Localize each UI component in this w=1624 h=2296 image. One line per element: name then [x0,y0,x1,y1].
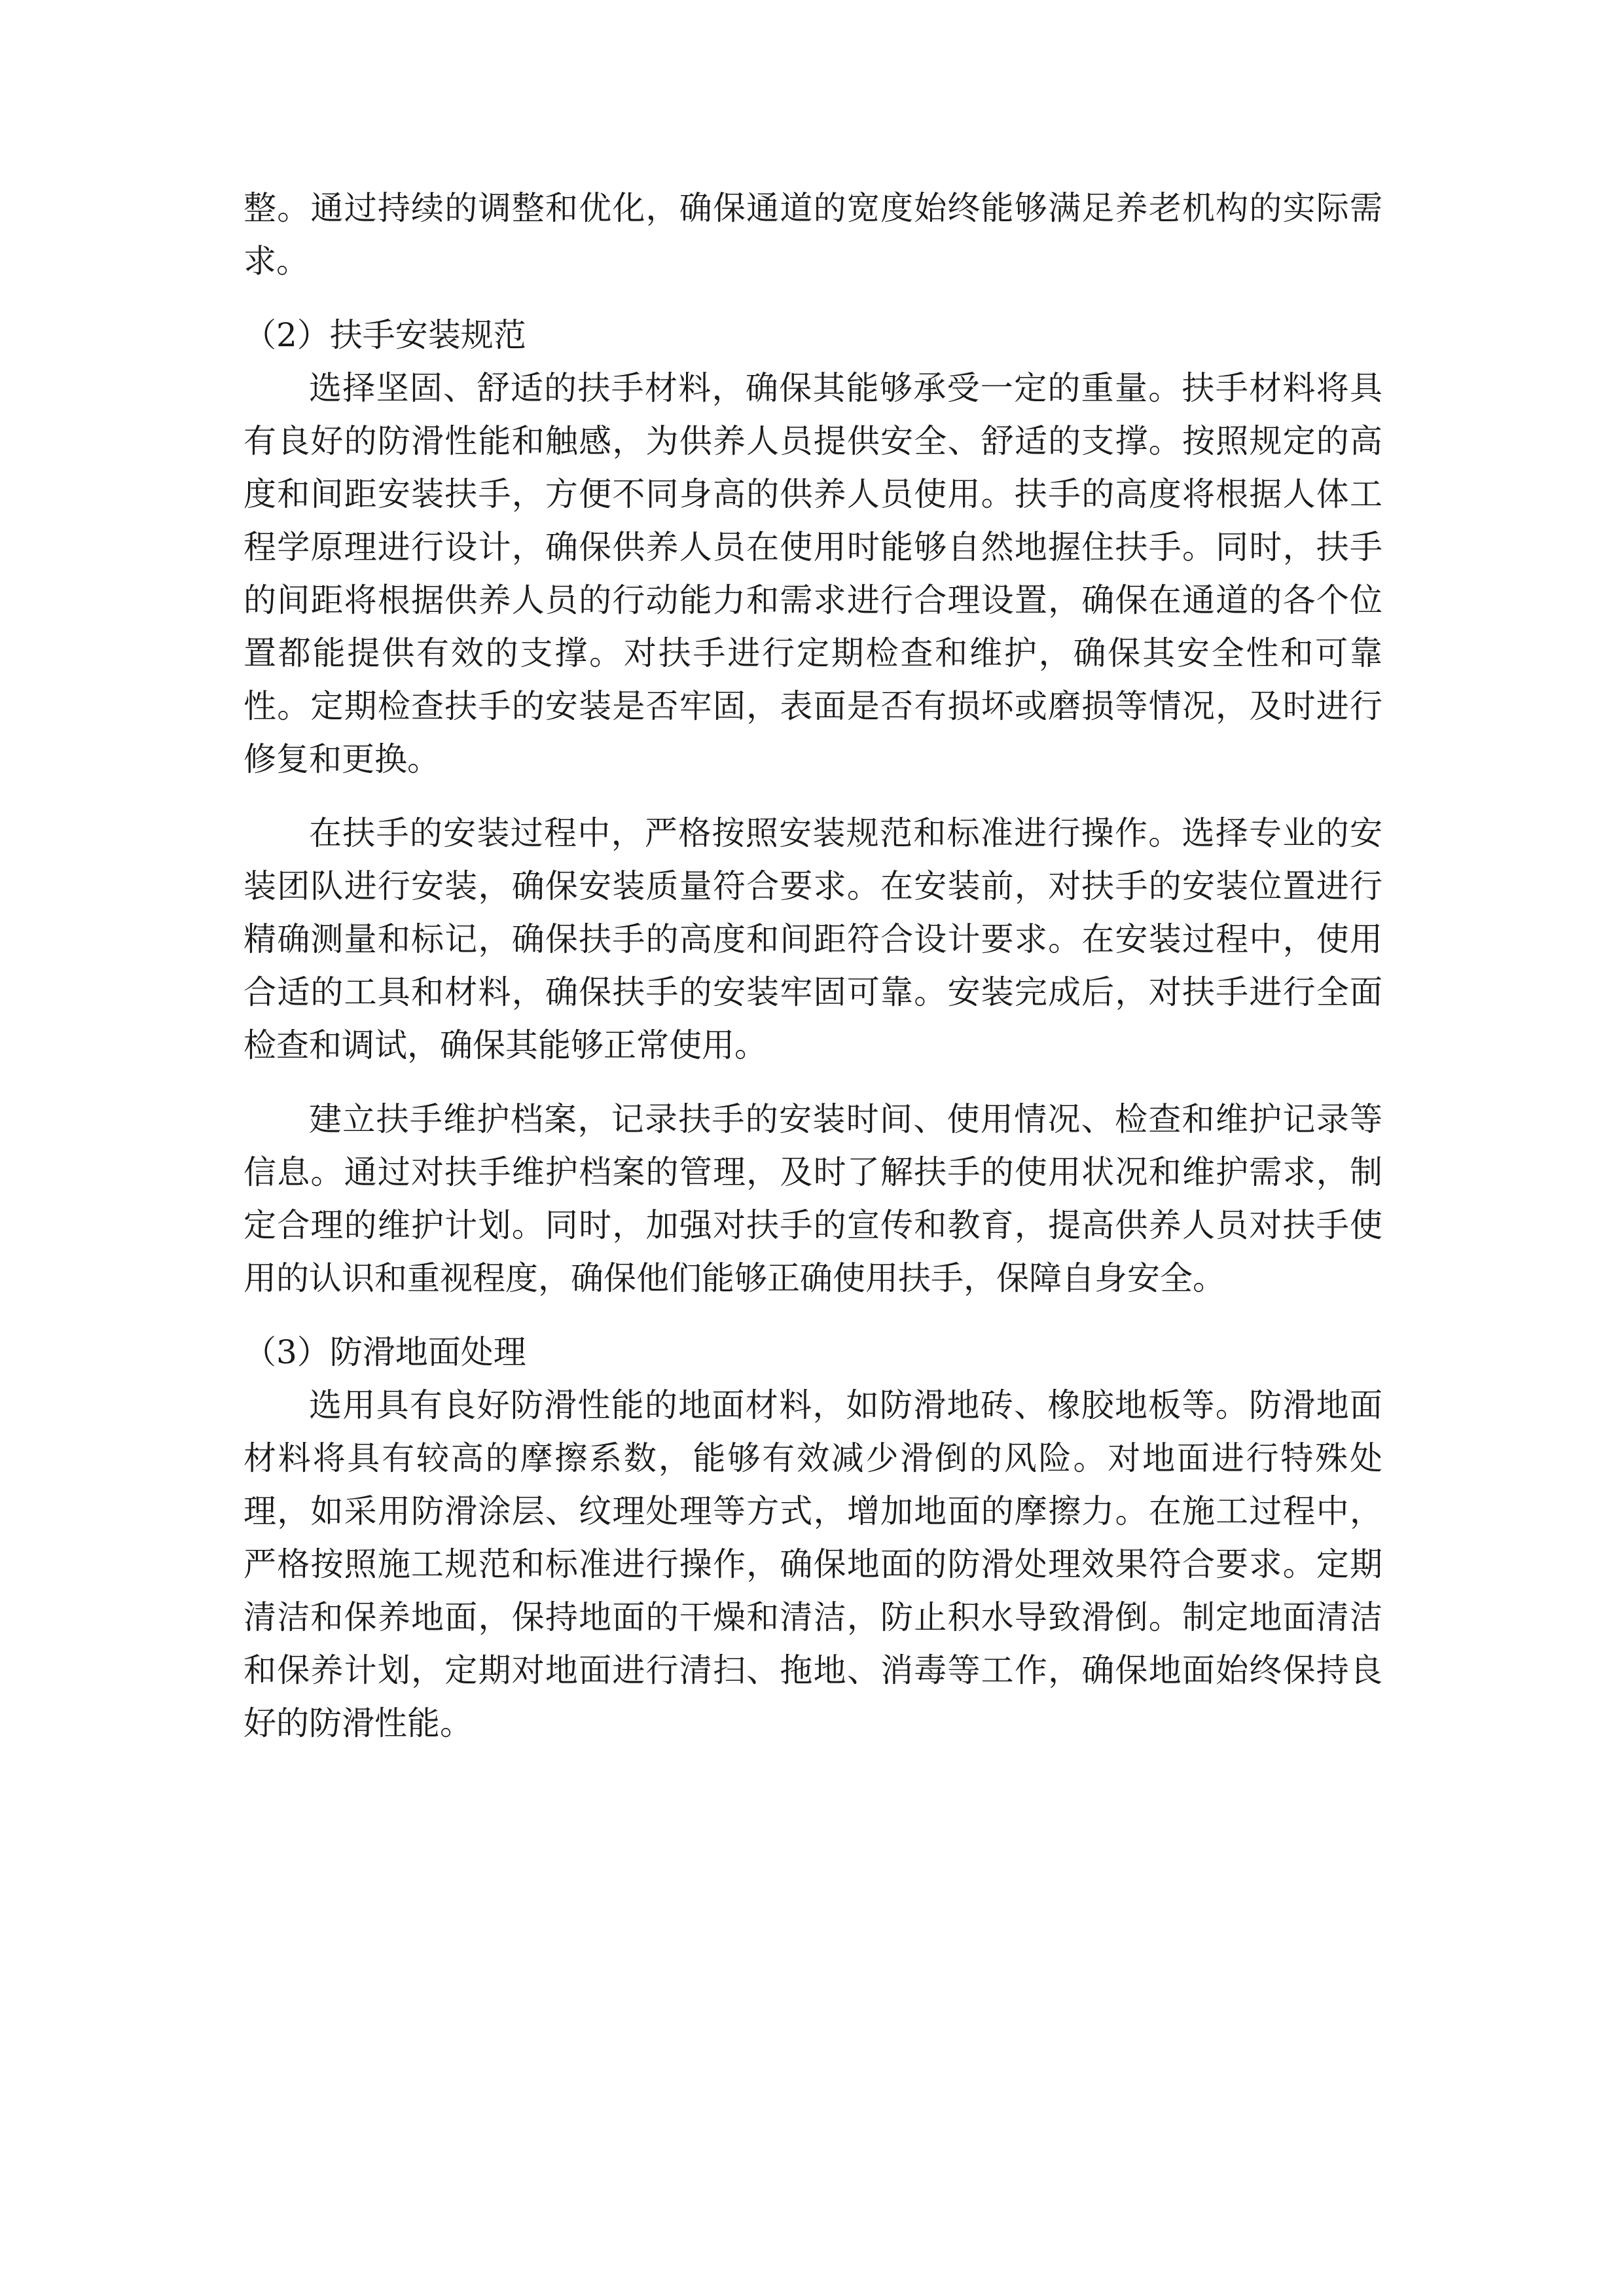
paragraph-handrail-maintenance: 建立扶手维护档案，记录扶手的安装时间、使用情况、检查和维护记录等信息。通过对扶手维护档案的管理，及时了解扶手的使用状况和维护需求，制定合理的维护计划。同时，加强对扶手的宣传和教育，提高供养人员对扶手使用的认识和重视程度，确保他们能够正确使用扶手，保障自身安全。 [244,1100,1382,1297]
paragraph-antislip-floor: 选用具有良好防滑性能的地面材料，如防滑地砖、橡胶地板等。防滑地面材料将具有较高的摩擦系数，能够有效减少滑倒的风险。对地面进行特殊处理，如采用防滑涂层、纹理处理等方式，增加地面的摩擦力。在施工过程中，严格按照施工规范和标准进行操作，确保地面的防滑处理效果符合要求。定期清洁和保养地面，保持地面的干燥和清洁，防止积水导致滑倒。制定地面清洁和保养计划，定期对地面进行清扫、拖地、消毒等工作，确保地面始终保持良好的防滑性能。 [244,1386,1382,1742]
paragraph-handrail-material: 选择坚固、舒适的扶手材料，确保其能够承受一定的重量。扶手材料将具有良好的防滑性能和触感，为供养人员提供安全、舒适的支撑。按照规定的高度和间距安装扶手，方便不同身高的供养人员使用。扶手的高度将根据人体工程学原理进行设计，确保供养人员在使用时能够自然地握住扶手。同时，扶手的间距将根据供养人员的行动能力和需求进行合理设置，确保在通道的各个位置都能提供有效的支撑。对扶手进行定期检查和维护，确保其安全性和可靠性。定期检查扶手的安装是否牢固，表面是否有损坏或磨损等情况，及时进行修复和更换。 [244,369,1382,778]
section-heading-handrail: （2）扶手安装规范 [244,316,526,354]
paragraph-handrail-installation: 在扶手的安装过程中，严格按照安装规范和标准进行操作。选择专业的安装团队进行安装，确保安装质量符合要求。在安装前，对扶手的安装位置进行精确测量和标记，确保扶手的高度和间距符合设计要求。在安装过程中，使用合适的工具和材料，确保扶手的安装牢固可靠。安装完成后，对扶手进行全面检查和调试，确保其能够正常使用。 [244,814,1382,1064]
section-heading-antislip: （3）防滑地面处理 [244,1333,526,1371]
paragraph-continuation: 整。通过持续的调整和优化，确保通道的宽度始终能够满足养老机构的实际需求。 [244,189,1382,280]
document-page [244,182,1382,1750]
